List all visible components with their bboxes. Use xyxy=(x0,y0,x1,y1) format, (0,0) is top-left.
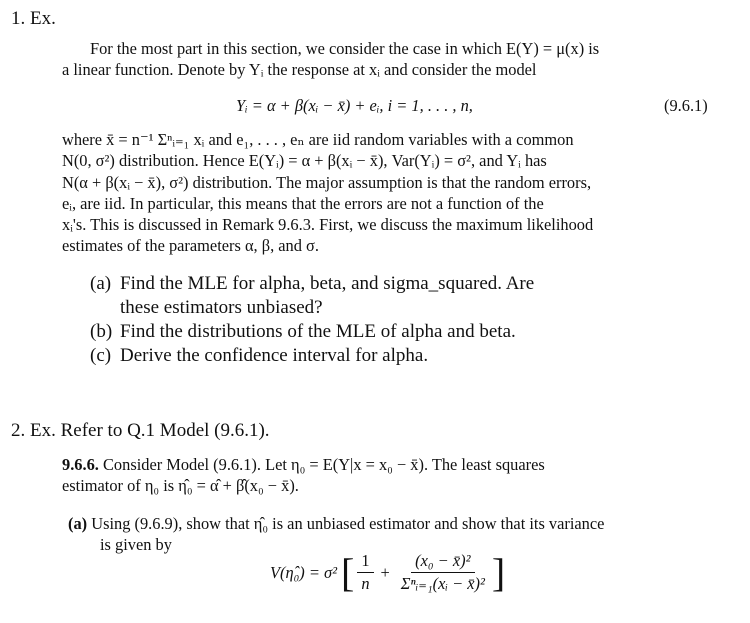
q1-body-line5: xᵢ's. This is discussed in Remark 9.6.3. First, we discuss the maximum likelihood xyxy=(62,215,594,235)
q2-part-a xyxy=(68,513,722,556)
q1-part-c xyxy=(90,344,730,368)
q1-equation-number: (9.6.1) xyxy=(664,96,708,115)
q1-part-b-text: Find the distributions of the MLE of alpha and beta. xyxy=(120,321,516,342)
q2-example xyxy=(62,454,722,497)
q2-example-line1-row xyxy=(62,454,722,475)
q2-part-a-label: (a) xyxy=(68,514,88,533)
q1-body-line3: N(α + β(xᵢ − x̄), σ²) distribution. The major assumption is that the random errors, xyxy=(62,172,592,192)
q2-bracket-right: ] xyxy=(491,549,506,595)
q2-plus-sign: + xyxy=(380,562,390,582)
q1-part-a xyxy=(90,272,730,296)
q1-part-a-text-cont: these estimators unbiased? xyxy=(120,297,323,318)
q1-parts-list xyxy=(90,272,730,368)
q1-body-line1: where x̄ = n⁻¹ Σⁿᵢ₌₁ xᵢ and e₁, . . . , eₙ are iid random variables with a common xyxy=(62,130,574,149)
q1-part-b-label: (b) xyxy=(90,321,113,342)
q2-frac-variance-term xyxy=(397,551,489,594)
q1-intro-line2: a linear function. Denote by Yᵢ the response at xᵢ and consider the model xyxy=(62,60,537,80)
q2-frac1-den: n xyxy=(361,574,370,593)
q2-frac-one-over-n xyxy=(357,551,373,594)
q2-variance-lhs: V(η̂₀) = σ² xyxy=(270,562,338,582)
q1-body-line4: eᵢ, are iid. In particular, this means that the errors are not a function of the xyxy=(62,193,544,213)
q2-frac2-num: (x₀ − x̄)² xyxy=(411,551,474,573)
q2-part-a-line1: Using (9.6.9), show that η̂₀ is an unbiased estimator and show that its variance xyxy=(91,514,605,533)
q1-part-a-label: (a) xyxy=(90,273,112,294)
q1-part-b xyxy=(90,320,730,344)
q1-intro-line1: For the most part in this section, we consider the case in which E(Y) = μ(x) is xyxy=(90,39,600,58)
q1-body xyxy=(62,129,722,257)
q1-model-equation: Yᵢ = α + β(xᵢ − x̄) + eᵢ, i = 1, . . . , n, xyxy=(236,96,473,115)
q1-part-c-label: (c) xyxy=(90,345,112,366)
q1-heading: 1. Ex. xyxy=(11,8,56,29)
q2-part-a-line2: is given by xyxy=(100,535,172,555)
q2-example-line1: Consider Model (9.6.1). Let η₀ = E(Y|x = x₀ − x̄). The least squares xyxy=(103,455,545,474)
q2-heading: 2. Ex. Refer to Q.1 Model (9.6.1). xyxy=(11,420,270,441)
q2-bracket-left: [ xyxy=(341,549,355,595)
q2-example-line2: estimator of η₀ is η̂₀ = α̂ + β̂(x₀ − x̄). xyxy=(62,476,299,496)
q2-frac1-num: 1 xyxy=(357,551,373,573)
q1-intro xyxy=(62,38,722,81)
q1-body-line2: N(0, σ²) distribution. Hence E(Yᵢ) = α + β(xᵢ − x̄), Var(Yᵢ) = σ², and Yᵢ has xyxy=(62,151,547,171)
q1-body-line6: estimates of the parameters α, β, and σ. xyxy=(62,236,319,256)
q2-variance-formula xyxy=(270,551,505,594)
q1-part-a-text: Find the MLE for alpha, beta, and sigma_squared. Are xyxy=(120,273,535,294)
q2-example-label: 9.6.6. xyxy=(62,455,99,474)
q2-frac2-den: Σⁿᵢ₌₁(xᵢ − x̄)² xyxy=(400,574,485,593)
q2-part-a-row xyxy=(68,513,722,534)
q1-part-c-text: Derive the confidence interval for alpha. xyxy=(120,345,429,366)
